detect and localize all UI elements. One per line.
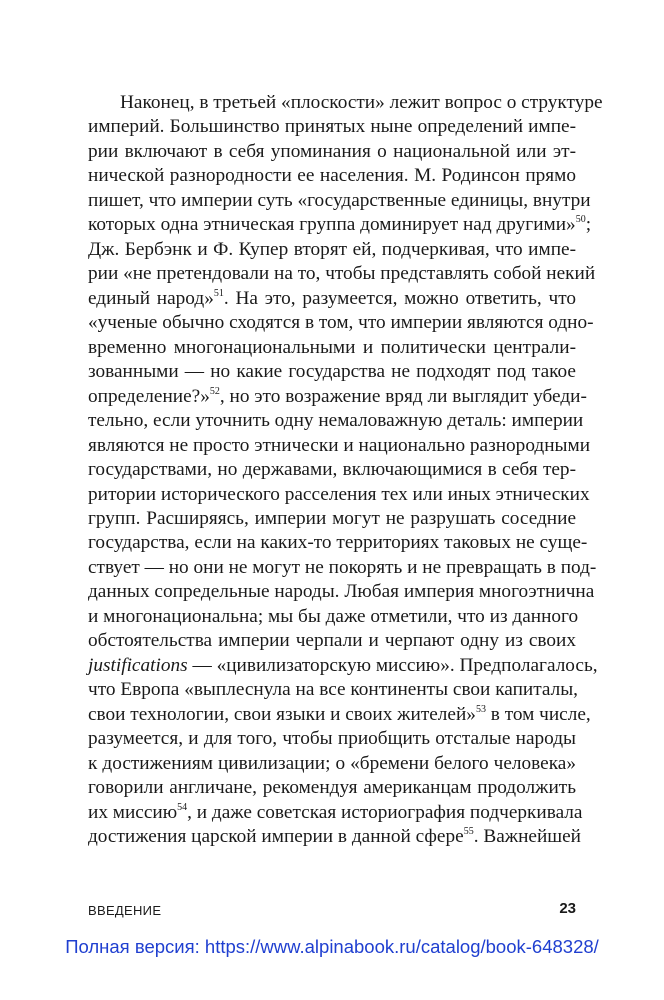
line-text: тельно, если уточнить одну немаловажную деталь: империи [88, 410, 584, 432]
text-line [88, 311, 594, 335]
text-line [88, 727, 576, 751]
text-line [88, 776, 576, 800]
text-line [88, 605, 579, 629]
line-text: нической разнородности ее населения. М. Родинсон прямо [88, 165, 576, 187]
line-text: империй. Большинство принятых ныне определений импе- [88, 116, 576, 138]
text-line [88, 580, 595, 604]
text-line [88, 336, 576, 360]
text-line [88, 262, 596, 286]
line-text: их миссию [88, 801, 178, 823]
line-text: зованными — но какие государства не подходят под такое [88, 361, 576, 383]
full-version-link[interactable]: Полная версия: https://www.alpinabook.ru/catalog/book-648328/ [65, 936, 599, 957]
text-line [88, 752, 576, 776]
line-text: групп. Расширяясь, империи могут не разрушать соседние [88, 507, 576, 529]
text-line [88, 531, 588, 555]
line-text: Наконец, в третьей «плоскости» лежит вопрос о структуре [120, 92, 603, 113]
line-text: государства, если на каких-то территориях таковых не суще- [88, 532, 588, 554]
text-line [88, 703, 591, 727]
page-number: 23 [559, 900, 576, 917]
line-text: пишет, что империи суть «государственные единицы, внутри [88, 189, 591, 211]
text-line [88, 556, 597, 580]
line-text: которых одна этническая группа доминирует над другими» [88, 214, 576, 236]
line-text: «ученые обычно сходятся в том, что империи являются одно- [88, 312, 594, 334]
text-line [88, 801, 583, 825]
line-text-after-note: . Важнейшей [473, 826, 581, 848]
text-line [88, 287, 576, 311]
line-text: обстоятельства империи черпали и черпают одну из своих [88, 630, 576, 652]
italic-term: justifications [88, 654, 188, 676]
line-text: Дж. Бербэнк и Ф. Купер вторят ей, подчеркивая, что импе- [88, 238, 576, 260]
line-text-after-note: в том числе, [485, 703, 591, 725]
text-line [88, 164, 576, 188]
running-footer-section: ВВЕДЕНИЕ [88, 903, 162, 918]
line-text-after-note: , но это возражение вряд ли выглядит убеди- [219, 385, 587, 407]
line-text: к достижениям цивилизации; о «бремени белого человека» [88, 752, 576, 774]
footnote-ref[interactable]: 50 [575, 214, 586, 226]
line-text: ствует — но они не могут не покорять и не превращать в под- [88, 556, 597, 578]
text-line [88, 409, 584, 433]
line-text: — «цивилизаторскую миссию». Предполагалось, [187, 654, 598, 676]
text-line [88, 115, 576, 139]
footnote-ref[interactable]: 55 [463, 826, 474, 838]
footnote-ref[interactable]: 51 [213, 287, 224, 299]
line-text: единый народ» [88, 287, 214, 309]
line-text: данных сопредельные народы. Любая империя многоэтнична [88, 581, 595, 603]
text-line [88, 483, 590, 507]
line-text: временно многонациональными и политически централи- [88, 336, 576, 358]
line-text-after-note: ; [585, 214, 592, 236]
text-line [88, 140, 576, 164]
line-text: свои технологии, свои языки и своих жителей» [88, 703, 476, 725]
text-line [88, 360, 576, 384]
line-text: являются не просто этнически и национально разнородными [88, 434, 591, 456]
line-text: рии включают в себя упоминания о национальной или эт- [88, 140, 576, 162]
line-text: определение?» [88, 385, 210, 407]
text-line [88, 213, 592, 237]
line-text: что Европа «выплеснула на все континенты свои капиталы, [88, 679, 578, 701]
line-text: и многонациональна; мы бы даже отметили, что из данного [88, 605, 579, 627]
line-text: рии «не претендовали на то, чтобы представлять собой некий [88, 263, 596, 285]
text-line [88, 507, 576, 531]
line-text: говорили англичане, рекомендуя американцам продолжить [88, 777, 576, 799]
text-line [88, 189, 591, 213]
footnote-ref[interactable]: 52 [209, 385, 220, 397]
footnote-ref[interactable]: 53 [475, 703, 486, 715]
text-line [88, 385, 587, 409]
line-text-after-note: , и даже советская историография подчеркивала [187, 801, 583, 823]
text-line [88, 458, 576, 482]
text-line [88, 654, 598, 678]
text-line [88, 678, 576, 702]
text-line [88, 434, 591, 458]
line-text: государствами, но державами, включающимися в себя тер- [88, 459, 576, 481]
line-text-after-note: . На это, разумеется, можно ответить, что [223, 287, 577, 309]
line-text: разумеется, и для того, чтобы приобщить отсталые народы [88, 728, 576, 750]
text-line [88, 629, 576, 653]
footnote-ref[interactable]: 54 [177, 801, 188, 813]
text-line [88, 238, 576, 262]
text-line [88, 825, 581, 849]
text-line [120, 91, 603, 115]
line-text: достижения царской империи в данной сфере [88, 826, 464, 848]
line-text: ритории исторического расселения тех или иных этнических [88, 483, 590, 505]
